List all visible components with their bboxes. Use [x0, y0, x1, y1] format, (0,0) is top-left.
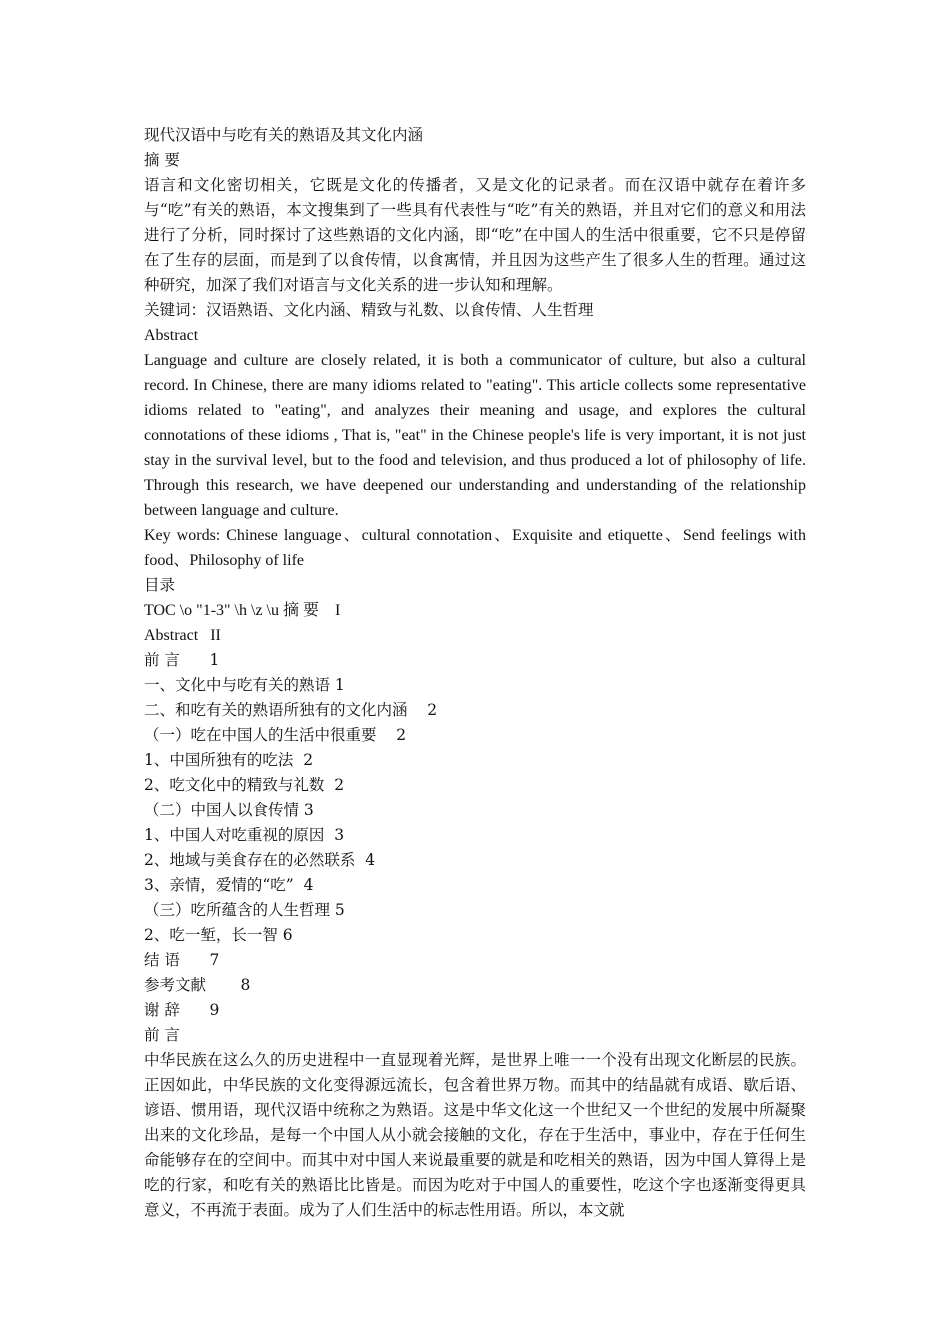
preface-heading: 前 言 — [144, 1026, 180, 1044]
abstract-cn-keywords: 关键词：汉语熟语、文化内涵、精致与礼数、以食传情、人生哲理 — [144, 301, 594, 319]
toc-entry[interactable]: 2、地域与美食存在的必然联系 4 — [144, 851, 376, 869]
toc-entry[interactable]: 1、中国人对吃重视的原因 3 — [144, 826, 345, 844]
document-title: 现代汉语中与吃有关的熟语及其文化内涵 — [144, 126, 424, 144]
toc-entry[interactable]: 2、吃文化中的精致与礼数 2 — [144, 776, 345, 794]
toc-entry[interactable]: 谢 辞 9 — [144, 1001, 220, 1019]
preface-body: 中华民族在这么久的历史进程中一直显现着光辉，是世界上唯一一个没有出现文化断层的民族。正因如此，中华民族的文化变得源远流长，包含着世界万物。而其中的结晶就有成语、歇后语、谚语、惯用语，现代汉语中统称之为熟语。这是中华文化这一个世纪又一个世纪的发展中所凝聚出来的文化珍品，是每一个中国人从小就会接触的文化，存在于生活中，事业中，存在于任何生命能够存在的空间中。而其中对中国人来说最重要的就是和吃相关的熟语，因为中国人算得上是吃的行家，和吃有关的熟语比比皆是。而因为吃对于中国人的重要性，吃这个字也逐渐变得更具意义，不再流于表面。成为了人们生活中的标志性用语。所以，本文就 — [144, 1051, 806, 1219]
toc-entry[interactable]: （一）吃在中国人的生活中很重要 2 — [144, 726, 407, 744]
toc-entry[interactable]: TOC \o "1-3" \h \z \u 摘 要 I — [144, 602, 341, 619]
toc-heading: 目录 — [144, 576, 176, 594]
toc-entry[interactable]: 2、吃一堑，长一智 6 — [144, 926, 293, 944]
abstract-en-heading: Abstract — [144, 327, 199, 344]
toc-entry[interactable]: Abstract II — [144, 627, 221, 644]
abstract-en-body: Language and culture are closely related, it is both a communicator of culture, but also a cultural record. In Chinese, there are many idioms related to "eating". This article collects some representative idioms related to "eating", and analyzes their meaning and usage, and explores the cultural connotations of these idioms , That is, "eat" in the Chinese people's life is very important, it is not just stay in the survival level, but to the food and television, and thus produced a lot of philosophy of life. Through this research, we have deepened our understanding and understanding of the relationship between language and culture. — [144, 352, 806, 519]
toc-entry[interactable]: 前 言 1 — [144, 651, 220, 669]
toc-entry[interactable]: 二、和吃有关的熟语所独有的文化内涵 2 — [144, 701, 438, 719]
abstract-cn-heading: 摘 要 — [144, 151, 180, 169]
toc-entry[interactable]: 3、亲情，爱情的“吃” 4 — [144, 876, 314, 894]
document-page — [144, 123, 806, 1223]
abstract-en-keywords: Key words: Chinese language、cultural connotation、Exquisite and etiquette、Send feelings with food、Philosophy of life — [144, 527, 806, 569]
toc-entry[interactable]: （三）吃所蕴含的人生哲理 5 — [144, 901, 345, 919]
toc-entry[interactable]: 结 语 7 — [144, 951, 220, 969]
toc-entry[interactable]: 1、中国所独有的吃法 2 — [144, 751, 314, 769]
toc-entry[interactable]: 一、文化中与吃有关的熟语 1 — [144, 676, 345, 694]
toc-entry[interactable]: （二）中国人以食传情 3 — [144, 801, 314, 819]
toc-entry[interactable]: 参考文献 8 — [144, 976, 251, 994]
abstract-cn-body: 语言和文化密切相关，它既是文化的传播者，又是文化的记录者。而在汉语中就存在着许多与“吃”有关的熟语，本文搜集到了一些具有代表性与“吃”有关的熟语，并且对它们的意义和用法进行了分析，同时探讨了这些熟语的文化内涵，即“吃”在中国人的生活中很重要，它不只是停留在了生存的层面，而是到了以食传情，以食寓情，并且因为这些产生了很多人生的哲理。通过这种研究，加深了我们对语言与文化关系的进一步认知和理解。 — [144, 176, 806, 294]
table-of-contents — [144, 598, 806, 1023]
